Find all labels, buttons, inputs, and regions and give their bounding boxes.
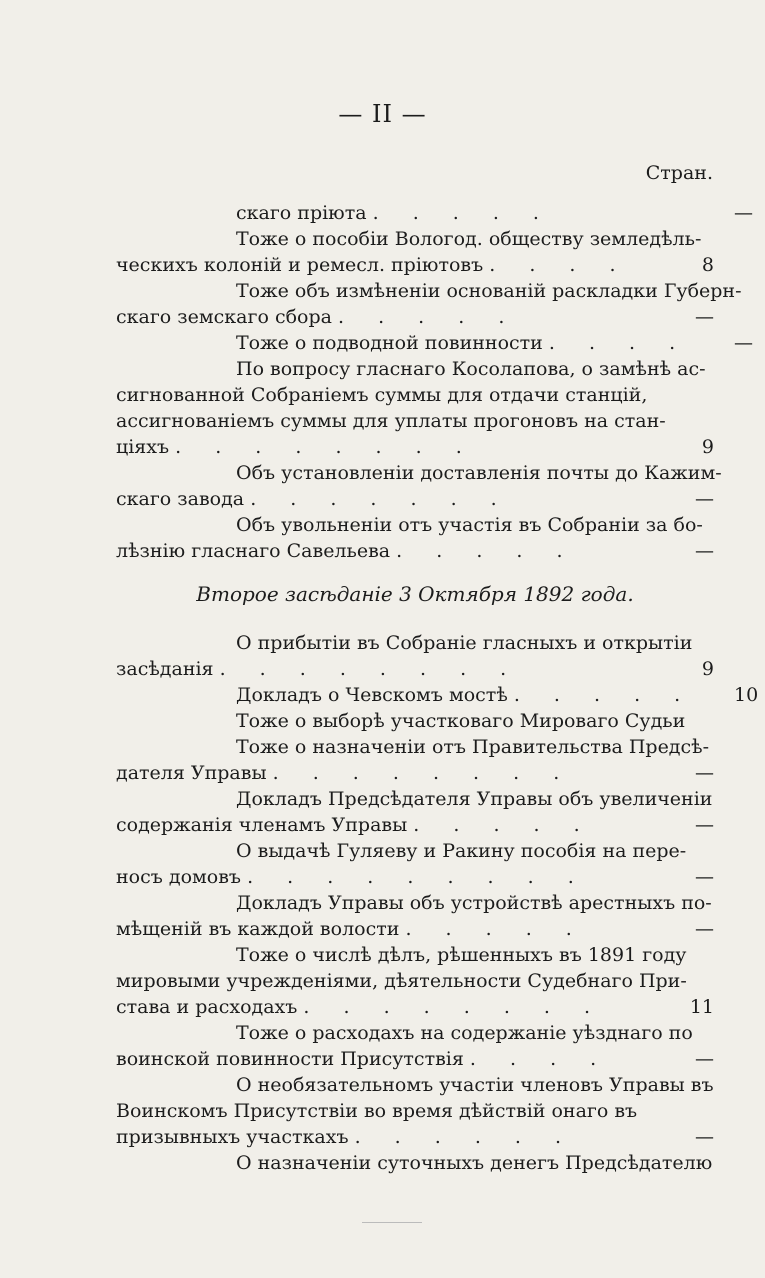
toc-line (116, 356, 714, 382)
toc-page-number: — (734, 202, 753, 224)
toc-page-number: — (695, 918, 714, 940)
toc-line (116, 1098, 714, 1124)
toc-line (116, 1124, 714, 1150)
toc-line (116, 656, 714, 682)
leader-dots: . . . . (489, 254, 630, 276)
toc-line-text: Объ установленіи доставленія почты до Кажим- (236, 462, 722, 484)
toc-entry (116, 682, 759, 708)
toc-page-number: 11 (689, 996, 714, 1018)
toc-line (116, 304, 714, 330)
toc-entry (116, 1020, 714, 1072)
toc-line (116, 942, 714, 968)
toc-entry (116, 630, 714, 682)
toc-entry (116, 890, 714, 942)
toc-line (116, 434, 714, 460)
toc-entry (116, 460, 722, 512)
toc-line-text: Тоже о расходахъ на содержаніе уѣзднаго по (236, 1022, 693, 1044)
toc-line-text: скаго завода (116, 488, 245, 510)
toc-line-text: призывныхъ участкахъ (116, 1126, 349, 1148)
toc-page-number: — (695, 1048, 714, 1070)
leader-dots: . . . . . . (354, 1126, 576, 1148)
toc-page-number: — (695, 762, 714, 784)
table-of-contents (116, 200, 759, 1176)
toc-line (116, 460, 722, 486)
leader-dots: . . . . (548, 332, 690, 354)
toc-page-number: — (695, 866, 714, 888)
toc-line (116, 968, 714, 994)
toc-line (116, 330, 753, 356)
toc-entry (116, 330, 753, 356)
toc-line (116, 1020, 714, 1046)
toc-line-text: ческихъ колоній и ремесл. пріютовъ (116, 254, 484, 276)
toc-line (116, 630, 714, 656)
page-number: — II — (338, 100, 427, 128)
leader-dots: . . . . . . . . (303, 996, 605, 1018)
toc-line-text: Объ увольненіи отъ участія въ Собраніи за бо- (236, 514, 703, 536)
toc-line (116, 538, 714, 564)
toc-line (116, 812, 714, 838)
toc-line-text: О необязательномъ участіи членовъ Управы въ (236, 1074, 714, 1096)
toc-line (116, 994, 714, 1020)
toc-entry (116, 1072, 714, 1150)
toc-line (116, 864, 714, 890)
leader-dots: . . . . . . . . (175, 436, 476, 458)
toc-line (116, 682, 759, 708)
toc-entry (116, 356, 714, 460)
toc-line-text: Докладъ Предсѣдателя Управы объ увеличеніи (236, 788, 713, 810)
toc-entry (116, 512, 714, 564)
toc-line (116, 786, 714, 812)
leader-dots: . . . . . (372, 202, 553, 224)
toc-line (116, 1150, 714, 1176)
toc-line (116, 252, 714, 278)
toc-line (116, 278, 742, 304)
toc-line-text: Тоже о пособіи Вологод. обществу земледѣль- (236, 228, 702, 250)
toc-line-text: скаго пріюта (236, 202, 367, 224)
leader-dots: . . . . . . . . . (247, 866, 588, 888)
toc-line (116, 1046, 714, 1072)
leader-dots: . . . . (469, 1048, 611, 1070)
toc-page-number: 9 (701, 658, 714, 680)
toc-line (116, 838, 714, 864)
toc-line-text: О выдачѣ Гуляеву и Ракину пособія на пере- (236, 840, 687, 862)
toc-line (116, 760, 714, 786)
toc-page-number: — (695, 814, 714, 836)
toc-line-text: Тоже объ измѣненіи основаній раскладки Губерн- (236, 280, 742, 302)
toc-line-text: мѣщеній въ каждой волости (116, 918, 400, 940)
toc-entry (116, 278, 742, 330)
toc-page-number: — (695, 1126, 714, 1148)
toc-entry (116, 200, 753, 226)
toc-line-text: По вопросу гласнаго Косолапова, о замѣнѣ ас- (236, 358, 706, 380)
toc-line-text: Тоже о назначеніи отъ Правительства Предсѣ- (236, 736, 710, 758)
leader-dots: . . . . . . . . (272, 762, 574, 784)
toc-line-text: мировыми учрежденіями, дѣятельности Судебнаго При- (116, 970, 687, 992)
toc-line (116, 408, 714, 434)
toc-line (116, 226, 714, 252)
toc-line (116, 200, 753, 226)
toc-line-text: лѣзнію гласнаго Савельева (116, 540, 391, 562)
toc-entry (116, 838, 714, 890)
entries-before-section (116, 200, 753, 564)
toc-entry (116, 226, 714, 278)
toc-page-number: — (695, 488, 714, 510)
toc-line-text: Докладъ о Чевскомъ мостѣ (236, 684, 508, 706)
toc-entry (116, 786, 714, 838)
toc-entry (116, 942, 714, 1020)
toc-line-text: скаго земскаго сбора (116, 306, 332, 328)
toc-line-text: Воинскомъ Присутствіи во время дѣйствій онаго въ (116, 1100, 638, 1122)
toc-line (116, 708, 714, 734)
toc-page-number: 9 (701, 436, 714, 458)
section-title: Второе засѣданіе 3 Октября 1892 года. (196, 582, 634, 606)
toc-line-text: носъ домовъ (116, 866, 242, 888)
leader-dots: . . . . . (513, 684, 695, 706)
toc-line (116, 486, 714, 512)
entries-after-section (116, 630, 759, 1176)
toc-line (116, 890, 714, 916)
leader-dots: . . . . . (396, 540, 577, 562)
toc-line-text: Тоже о подводной повинности (236, 332, 543, 354)
leader-dots: . . . . . . . . (219, 658, 521, 680)
toc-page-number: — (734, 332, 753, 354)
bottom-rule (362, 1222, 422, 1223)
toc-line-text: воинской повинности Присутствія (116, 1048, 464, 1070)
toc-line (116, 382, 714, 408)
toc-line-text: Докладъ Управы объ устройствѣ арестныхъ по- (236, 892, 712, 914)
toc-page-number: 8 (701, 254, 714, 276)
leader-dots: . . . . . (413, 814, 594, 836)
toc-line-text: содержанія членамъ Управы (116, 814, 408, 836)
toc-line-text: Тоже о числѣ дѣлъ, рѣшенныхъ въ 1891 году (236, 944, 687, 966)
toc-entry (116, 1150, 714, 1176)
toc-line-text: става и расходахъ (116, 996, 298, 1018)
toc-line (116, 512, 714, 538)
toc-page-number: — (695, 540, 714, 562)
leader-dots: . . . . . . . (250, 488, 511, 510)
toc-entry (116, 708, 714, 734)
toc-line-text: дателя Управы (116, 762, 267, 784)
page-column-label: Стран. (645, 162, 713, 184)
leader-dots: . . . . . (338, 306, 519, 328)
toc-entry (116, 734, 714, 786)
toc-line-text: сигнованной Собраніемъ суммы для отдачи станцій, (116, 384, 648, 406)
toc-line-text: О назначеніи суточныхъ денегъ Предсѣдателю (236, 1152, 713, 1174)
toc-line-text: ціяхъ (116, 436, 170, 458)
toc-line (116, 916, 714, 942)
toc-page-number: 10 (734, 684, 759, 706)
toc-line (116, 734, 714, 760)
toc-line-text: О прибытіи въ Собраніе гласныхъ и открытіи (236, 632, 693, 654)
toc-line-text: ассигнованіемъ суммы для уплаты прогоновъ на стан- (116, 410, 666, 432)
toc-line-text: засѣданія (116, 658, 214, 680)
toc-line-text: Тоже о выборѣ участковаго Мироваго Судьи (236, 710, 686, 732)
leader-dots: . . . . . (405, 918, 586, 940)
toc-line (116, 1072, 714, 1098)
toc-page-number: — (695, 306, 714, 328)
